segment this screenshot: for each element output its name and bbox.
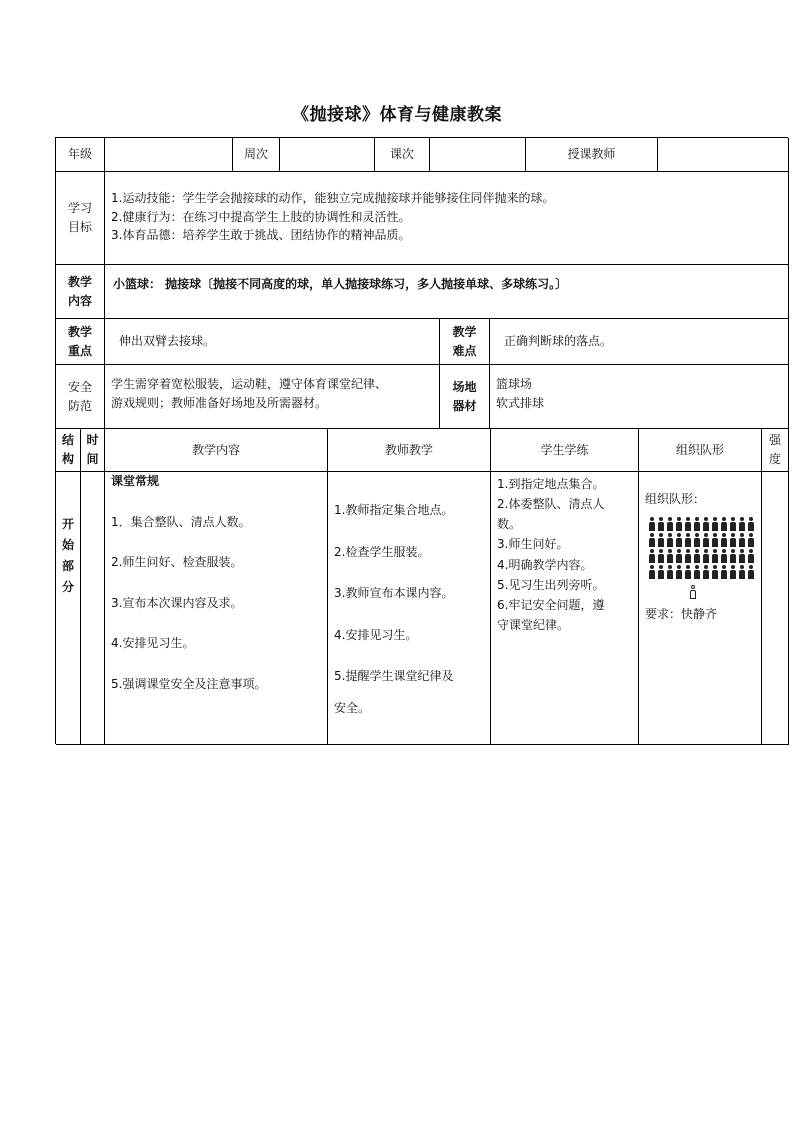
- goal-line: 1.运动技能：学生学会抛接球的动作，能独立完成抛接球并能够接住同伴抛来的球。: [111, 191, 555, 205]
- student-figure-icon: [712, 565, 718, 579]
- student-figure-icon: [703, 533, 709, 547]
- lesson-label: 课次: [389, 147, 414, 162]
- key-text: 伸出双臂去接球。: [119, 334, 216, 348]
- lesson-info-table: [55, 137, 788, 428]
- intensity-header-1: 强: [768, 433, 781, 448]
- start-formation-cell: [639, 472, 762, 745]
- content-text: 小篮球： 抛接球〔抛接不同高度的球，单人抛接球练习，多人抛接单球、多球练习。〕: [113, 277, 568, 291]
- student-item: 5.见习生出列旁听。: [497, 577, 605, 592]
- goal-line: 2.健康行为：在练习中提高学生上肢的协调性和灵活性。: [111, 209, 411, 224]
- student-figure-icon: [676, 533, 682, 547]
- safety-line: 游戏规则；教师准备好场地及所需器材。: [111, 395, 328, 410]
- difficulty-text-cell: [490, 319, 789, 365]
- content-label-cell: [56, 265, 105, 319]
- formation-header-cell: [639, 429, 762, 472]
- student-figure-icon: [676, 549, 682, 563]
- student-figure-icon: [694, 533, 700, 547]
- grade-value-cell: [105, 138, 233, 172]
- student-figure-icon: [748, 549, 754, 563]
- week-label-cell: [233, 138, 280, 172]
- start-section-label-cell: [56, 472, 81, 745]
- structure-header-1: 结: [61, 433, 74, 448]
- teacher-item: 3.教师宣布本课内容。: [334, 586, 454, 601]
- student-figure-icon: [649, 533, 655, 547]
- key-label-1: 教学: [67, 324, 92, 339]
- structure-header-2: 构: [61, 452, 74, 466]
- student-figure-icon: [685, 565, 691, 579]
- content-header-cell: [105, 429, 328, 472]
- venue-label-2: 器材: [452, 398, 477, 413]
- formation-requirement: 要求：快静齐: [645, 606, 718, 621]
- difficulty-label-1: 教学: [452, 324, 477, 339]
- student-figure-icon: [694, 549, 700, 563]
- intensity-header-cell: [762, 429, 789, 472]
- student-figure-icon: [685, 549, 691, 563]
- goals-text-cell: [105, 172, 789, 265]
- lesson-label-cell: [375, 138, 430, 172]
- student-figure-icon: [703, 549, 709, 563]
- teacher-item: 2.检查学生服装。: [334, 544, 430, 559]
- content-item: 5.强调课堂安全及注意事项。: [111, 676, 267, 691]
- student-figure-icon: [667, 533, 673, 547]
- teacher-header-cell: [328, 429, 491, 472]
- student-figure-icon: [739, 517, 745, 531]
- start-time-cell: [81, 472, 105, 745]
- formation-header: 组织队形: [675, 442, 724, 457]
- student-figure-icon: [730, 549, 736, 563]
- student-item: 4.明确教学内容。: [497, 557, 593, 572]
- start-section-char: 开: [61, 517, 74, 531]
- time-header-2: 间: [86, 452, 99, 466]
- student-item: 数。: [497, 517, 522, 532]
- student-figure-icon: [667, 549, 673, 563]
- student-figure-icon: [748, 533, 754, 547]
- goals-label-cell: [56, 172, 105, 265]
- student-figure-icon: [730, 565, 736, 579]
- student-header: 学生学练: [540, 442, 589, 457]
- student-figure-icon: [712, 549, 718, 563]
- venue-line: 软式排球: [496, 395, 545, 410]
- content-text-cell: [105, 265, 789, 319]
- student-figure-icon: [667, 517, 673, 531]
- goals-label-1: 学习: [67, 201, 92, 216]
- student-figure-icon: [649, 565, 655, 579]
- student-item: 6.牢记安全问题，遵: [497, 597, 605, 612]
- venue-label-cell: [440, 365, 490, 429]
- key-label-cell: [56, 319, 105, 365]
- page-title: 《抛接球》体育与健康教案: [292, 105, 502, 125]
- student-figure-icon: [739, 549, 745, 563]
- content-title: 课堂常规: [111, 474, 160, 488]
- structure-header-cell: [56, 429, 81, 472]
- student-figure-icon: [721, 533, 727, 547]
- start-content-cell: [105, 472, 328, 745]
- student-item: 2.体委整队、清点人: [497, 497, 605, 512]
- week-value-cell: [280, 138, 375, 172]
- time-header-1: 时: [86, 433, 99, 448]
- start-student-cell: [491, 472, 639, 745]
- student-figure-icon: [685, 533, 691, 547]
- student-figure-icon: [658, 565, 664, 579]
- start-section-char: 分: [61, 580, 74, 594]
- safety-label-2: 防范: [67, 398, 92, 413]
- student-figure-icon: [658, 549, 664, 563]
- teacher-item: 安全。: [334, 700, 371, 715]
- content-item: 1．集合整队、清点人数。: [111, 514, 251, 529]
- student-figure-icon: [703, 565, 709, 579]
- student-figure-icon: [721, 517, 727, 531]
- safety-label-1: 安全: [67, 379, 92, 394]
- student-figure-icon: [739, 565, 745, 579]
- student-figure-icon: [694, 565, 700, 579]
- content-header: 教学内容: [191, 442, 240, 457]
- difficulty-label-2: 难点: [452, 343, 477, 358]
- student-figure-icon: [712, 517, 718, 531]
- teacher-figure-icon: [689, 585, 697, 599]
- student-figure-icon: [658, 533, 664, 547]
- student-header-cell: [491, 429, 639, 472]
- venue-label-1: 场地: [452, 379, 477, 394]
- student-figure-icon: [649, 517, 655, 531]
- safety-label-cell: [56, 365, 105, 429]
- lesson-value-cell: [430, 138, 526, 172]
- time-header-cell: [81, 429, 105, 472]
- student-figure-icon: [676, 517, 682, 531]
- formation-label: 组织队形：: [645, 492, 706, 506]
- content-item: 4.安排见习生。: [111, 636, 195, 651]
- student-figure-icon: [721, 565, 727, 579]
- student-figure-icon: [667, 565, 673, 579]
- student-figure-icon: [739, 533, 745, 547]
- student-formation-diagram: [649, 517, 755, 579]
- content-item: 2.师生问好、检查服装。: [111, 555, 243, 570]
- content-label-1: 教学: [67, 274, 92, 289]
- key-text-cell: [105, 319, 440, 365]
- venue-line: 篮球场: [496, 377, 533, 391]
- student-figure-icon: [730, 517, 736, 531]
- student-figure-icon: [712, 533, 718, 547]
- student-figure-icon: [658, 517, 664, 531]
- student-figure-icon: [748, 517, 754, 531]
- student-figure-icon: [721, 549, 727, 563]
- content-item: 3.宣布本次课内容及求。: [111, 595, 243, 610]
- intensity-header-2: 度: [768, 452, 781, 466]
- teacher-label: 授课教师: [567, 147, 616, 162]
- teacher-item: 5.提醒学生课堂纪律及: [334, 669, 454, 684]
- venue-text-cell: [490, 365, 789, 429]
- student-figure-icon: [685, 517, 691, 531]
- safety-text-cell: [105, 365, 440, 429]
- grade-label: 年级: [67, 147, 92, 162]
- lesson-structure-table: [55, 428, 788, 744]
- grade-label-cell: [56, 138, 105, 172]
- difficulty-text: 正确判断球的落点。: [504, 334, 613, 348]
- student-figure-icon: [748, 565, 754, 579]
- student-figure-icon: [694, 517, 700, 531]
- start-section-char: 部: [61, 559, 74, 573]
- student-figure-icon: [676, 565, 682, 579]
- student-item: 守课堂纪律。: [497, 618, 570, 633]
- start-intensity-cell: [762, 472, 789, 745]
- start-teacher-cell: [328, 472, 491, 745]
- student-item: 3.师生问好。: [497, 537, 569, 552]
- teacher-item: 4.安排见习生。: [334, 627, 418, 642]
- week-label: 周次: [243, 147, 268, 162]
- content-label-2: 内容: [67, 293, 92, 308]
- goals-label-2: 目标: [67, 220, 92, 234]
- difficulty-label-cell: [440, 319, 490, 365]
- student-figure-icon: [703, 517, 709, 531]
- student-figure-icon: [649, 549, 655, 563]
- teacher-item: 1.教师指定集合地点。: [334, 503, 454, 517]
- student-item: 1.到指定地点集合。: [497, 477, 605, 491]
- teacher-header: 教师教学: [384, 442, 433, 457]
- student-figure-icon: [730, 533, 736, 547]
- teacher-value-cell: [658, 138, 789, 172]
- teacher-label-cell: [526, 138, 658, 172]
- safety-line: 学生需穿着宽松服装，运动鞋，遵守体育课堂纪律、: [111, 377, 388, 391]
- start-section-char: 始: [61, 538, 74, 552]
- key-label-2: 重点: [67, 343, 92, 358]
- goal-line: 3.体育品德：培养学生敢于挑战、团结协作的精神品质。: [111, 228, 411, 243]
